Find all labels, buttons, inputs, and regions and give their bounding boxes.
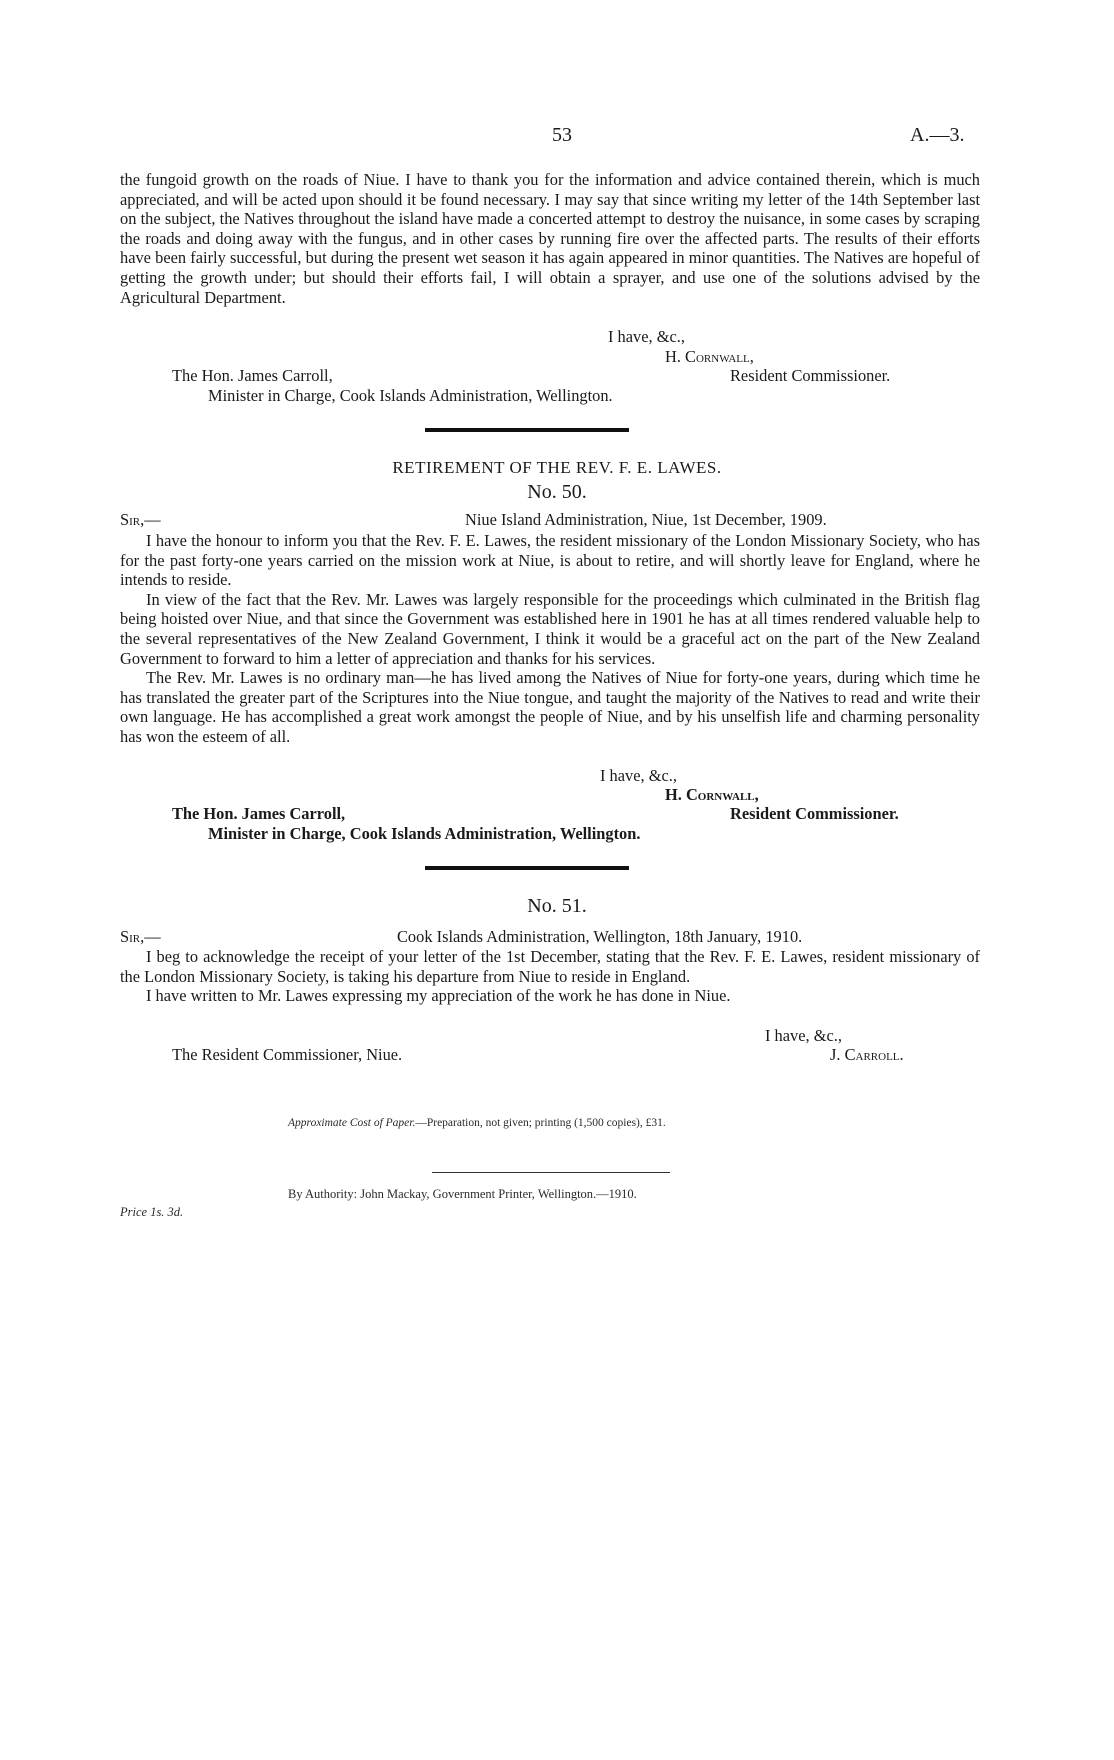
letter-49-addressee: The Hon. James Carroll,	[172, 366, 333, 385]
letter-50-dateline: Niue Island Administration, Niue, 1st December, 1909.	[465, 510, 827, 529]
letter-49-signature: H. Cornwall,	[665, 347, 754, 366]
letter-49-addressee-line2: Minister in Charge, Cook Islands Administration, Wellington.	[208, 386, 613, 405]
letter-49-title: Resident Commissioner.	[730, 366, 891, 385]
letter-51-number: No. 51.	[527, 895, 587, 917]
letter-50-paragraph: In view of the fact that the Rev. Mr. Lawes was largely responsible for the proceedings which culminated in the British flag being hoisted over Niue, and that since the Government was established here in 1901 he has at all times rendered valuable help to the several representatives of the New Zealand Government, I think it would be a graceful act on the part of the New Zealand Government to forward to him a letter of appreciation and thanks for his services.	[120, 589, 980, 668]
letter-51-paragraph: I have written to Mr. Lawes expressing my appreciation of the work he has done in Niue.	[146, 986, 731, 1006]
letter-50-paragraph: The Rev. Mr. Lawes is no ordinary man—he has lived among the Natives of Niue for forty-one years, during which time he has translated the greater part of the Scriptures into the Niue tongue, and taught the majority of the Natives to read and write their own language. He has accomplished a great work amongst the people of Niue, and by his unselfish life and charming personality has won the esteem of all.	[120, 668, 980, 746]
letter-51-addressee: The Resident Commissioner, Niue.	[172, 1045, 403, 1064]
section-divider	[425, 428, 629, 432]
document-reference: A.—3.	[910, 124, 965, 146]
page-number: 53	[552, 124, 572, 146]
letter-51-paragraph: I beg to acknowledge the receipt of your letter of the 1st December, stating that the Rev. F. E. Lawes, resident missionary of the London Missionary Society, is taking his departure from Niue to reside in England.	[120, 947, 980, 986]
letter-51-salutation: Sir,—	[120, 927, 161, 946]
printer-authority: By Authority: John Mackay, Government Printer, Wellington.—1910.	[288, 1187, 637, 1201]
letter-50-closing: I have, &c.,	[600, 766, 677, 785]
letter-49-body-text: the fungoid growth on the roads of Niue. I have to thank you for the information and advice contained therein, which is much appreciated, and will be acted upon should it be found necessary. I may say that since writing my letter of the 14th September last on the subject, the Natives throughout the island have made a concerted attempt to destroy the nuisance, in some cases by scraping the roads and doing away with the fungus, and in other cases by running fire over the affected parts. The results of their efforts have been fairly successful, but during the present wet season it has again appeared in minor quantities. The Natives are hopeful of getting the growth under; but should their efforts fail, I will obtain a sprayer, and use one of the solutions advised by the Agricultural Department.	[120, 170, 980, 307]
letter-50-salutation: Sir,—	[120, 510, 161, 529]
letter-51-closing: I have, &c.,	[765, 1026, 842, 1045]
letter-50-number: No. 50.	[527, 481, 587, 503]
letter-51-dateline: Cook Islands Administration, Wellington, 18th January, 1910.	[397, 927, 803, 946]
letter-50-addressee: The Hon. James Carroll,	[172, 804, 346, 823]
letter-50-paragraph: I have the honour to inform you that the Rev. F. E. Lawes, the resident missionary of the London Missionary Society, who has for the past forty-one years carried on the mission work at Niue, is about to retire, and will shortly leave for England, where he intends to reside.	[120, 531, 980, 590]
letter-49-body	[120, 170, 980, 307]
letter-49-closing: I have, &c.,	[608, 327, 685, 346]
cost-note-text: —Preparation, not given; printing (1,500 copies), £31.	[415, 1117, 666, 1129]
price: Price 1s. 3d.	[120, 1205, 184, 1219]
footer-divider	[432, 1172, 670, 1173]
section-divider	[425, 866, 629, 870]
letter-51-signature: J. Carroll.	[830, 1045, 904, 1064]
section-heading: RETIREMENT OF THE REV. F. E. LAWES.	[392, 458, 722, 477]
letter-51-body	[120, 947, 980, 1006]
letter-50-body	[120, 531, 980, 747]
cost-note	[288, 1117, 666, 1129]
letter-50-addressee-line2: Minister in Charge, Cook Islands Administration, Wellington.	[208, 824, 641, 843]
letter-50-signature: H. Cornwall,	[665, 785, 759, 804]
letter-50-title: Resident Commissioner.	[730, 804, 899, 823]
cost-note-label: Approximate Cost of Paper.	[288, 1117, 416, 1129]
